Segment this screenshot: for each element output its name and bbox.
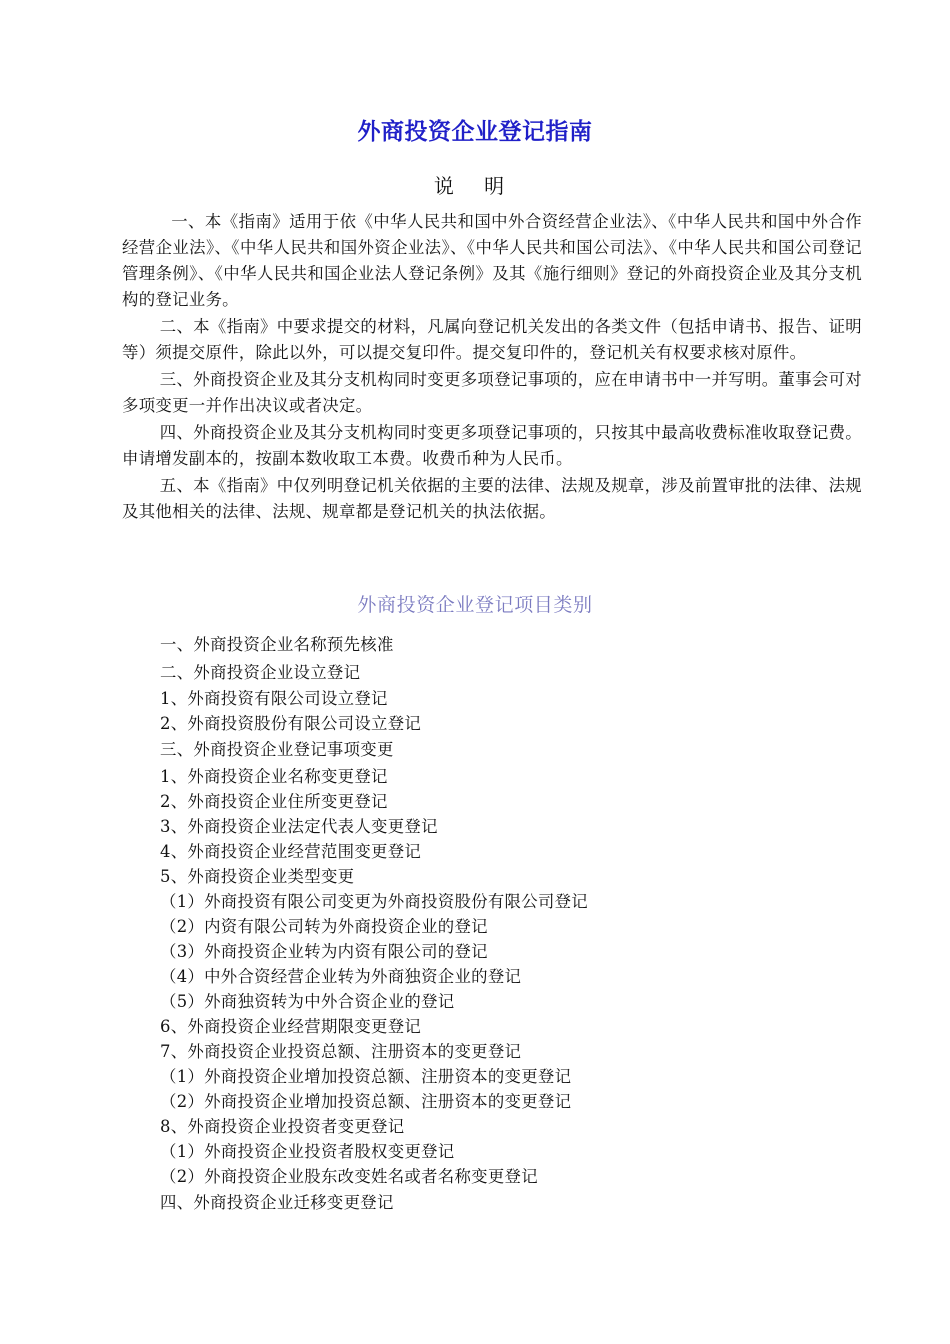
list-item: 二、外商投资企业设立登记 — [160, 662, 361, 682]
list-item: 7、外商投资企业投资总额、注册资本的变更登记 — [160, 1041, 522, 1061]
list-item: 2、外商投资股份有限公司设立登记 — [160, 714, 422, 733]
list-item: （1）外商投资企业增加投资总额、注册资本的变更登记 — [160, 1066, 572, 1086]
list-item: （1）外商投资有限公司变更为外商投资股份有限公司登记 — [160, 891, 588, 911]
list-item: （5）外商独资转为中外合资企业的登记 — [160, 991, 455, 1011]
category-heading: 外商投资企业登记项目类别 — [357, 594, 593, 616]
paragraph: 五、本《指南》中仅列明登记机关依据的主要的法律、法规及规章，涉及前置审批的法律、法规及其他相关的法律、法规、规章都是登记机关的执法依据。 — [122, 476, 862, 521]
list-item: 一、外商投资企业名称预先核准 — [160, 635, 394, 654]
list-item: （4）中外合资经营企业转为外商独资企业的登记 — [160, 966, 522, 986]
list-item: 1、外商投资有限公司设立登记 — [160, 689, 388, 708]
intro-section — [122, 209, 862, 526]
list-item: 1、外商投资企业名称变更登记 — [160, 766, 388, 786]
paragraph: 三、外商投资企业及其分支机构同时变更多项登记事项的，应在申请书中一并写明。董事会可对多项变更一并作出决议或者决定。 — [122, 370, 862, 415]
list-item: （3）外商投资企业转为内资有限公司的登记 — [160, 941, 488, 961]
section-subtitle: 说 明 — [433, 174, 517, 198]
list-item: 四、外商投资企业迁移变更登记 — [160, 1192, 394, 1212]
paragraph: 四、外商投资企业及其分支机构同时变更多项登记事项的，只按其中最高收费标准收取登记费。申请增发副本的，按副本数收取工本费。收费币种为人民币。 — [122, 423, 862, 468]
paragraph: 一、本《指南》适用于依《中华人民共和国中外合资经营企业法》、《中华人民共和国中外合作经营企业法》、《中华人民共和国外资企业法》、《中华人民共和国公司法》、《中华人民共和国公司登记管理条例》、《中华人民共和国企业法人登记条例》及其《施行细则》登记的外商投资企业及其分支机构的登记业务。 — [122, 212, 862, 309]
paragraph: 二、本《指南》中要求提交的材料，凡属向登记机关发出的各类文件（包括申请书、报告、证明等）须提交原件，除此以外，可以提交复印件。提交复印件的，登记机关有权要求核对原件。 — [122, 317, 862, 362]
list-item: （2）外商投资企业增加投资总额、注册资本的变更登记 — [160, 1091, 572, 1111]
list-item: （2）内资有限公司转为外商投资企业的登记 — [160, 916, 488, 936]
category-list — [160, 631, 860, 1216]
list-item: 8、外商投资企业投资者变更登记 — [160, 1116, 405, 1136]
document-title: 外商投资企业登记指南 — [357, 119, 593, 145]
list-item: （1）外商投资企业投资者股权变更登记 — [160, 1141, 455, 1161]
list-item: 4、外商投资企业经营范围变更登记 — [160, 841, 422, 861]
list-item: 三、外商投资企业登记事项变更 — [160, 740, 394, 759]
list-item: 2、外商投资企业住所变更登记 — [160, 791, 388, 811]
list-item: （2）外商投资企业股东改变姓名或者名称变更登记 — [160, 1166, 538, 1186]
list-item: 3、外商投资企业法定代表人变更登记 — [160, 816, 438, 836]
list-item: 5、外商投资企业类型变更 — [160, 866, 355, 886]
list-item: 6、外商投资企业经营期限变更登记 — [160, 1016, 422, 1036]
